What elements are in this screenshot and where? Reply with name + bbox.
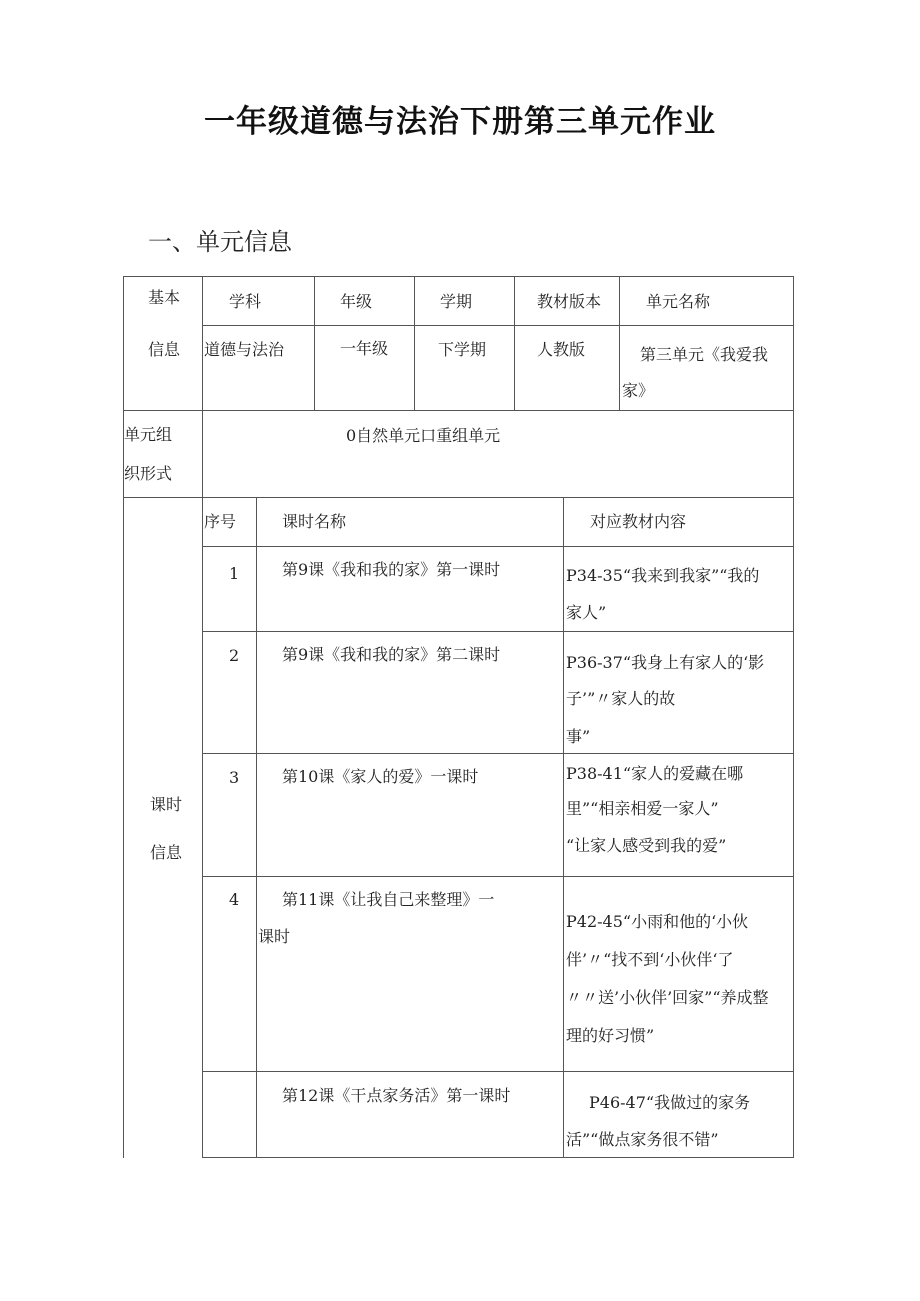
lesson-no: 1: [229, 564, 240, 583]
lesson-header-content: 对应教材内容: [590, 512, 687, 531]
org-label-1: 单元组: [124, 425, 173, 444]
lesson-content-line: 家人”: [566, 603, 607, 622]
lesson-content-line: P42-45“小雨和他的‘小伙: [566, 912, 749, 931]
lesson-name: 第9课《我和我的家》第一课时: [282, 560, 501, 579]
lesson-content-line: “让家人感受到我的爱”: [566, 836, 727, 855]
lesson-content-line: 事”: [566, 727, 591, 746]
org-label-2: 织形式: [124, 464, 173, 483]
basic-info-label-1: 基本: [148, 288, 181, 307]
lesson-name: 第9课《我和我的家》第二课时: [282, 645, 501, 664]
lesson-content-line: 伴’〃“找不到‘小伙伴‘了: [566, 950, 734, 969]
lesson-content-line: P34-35“我来到我家”“我的: [566, 566, 760, 585]
lesson-name: 第10课《家人的爱》一课时: [282, 767, 479, 786]
lesson-content-line: 理的好习惯”: [566, 1026, 655, 1045]
lesson-content-line: P36-37“我身上有家人的‘影: [566, 653, 765, 672]
header-subject: 学科: [229, 292, 262, 311]
lesson-content-line: 里”“相亲相爱一家人”: [566, 799, 719, 818]
lesson-content-line: 活”“做点家务很不错”: [566, 1130, 719, 1149]
lesson-no: 3: [229, 768, 240, 787]
lessons-label-1: 课时: [150, 795, 183, 814]
lesson-content-line: 子’”〃家人的故: [566, 689, 676, 708]
basic-info-label-2: 信息: [148, 340, 181, 359]
lessons-label-2: 信息: [150, 843, 183, 862]
lesson-content-line: P38-41“家人的爱藏在哪: [566, 764, 744, 783]
org-value: 0自然单元口重组单元: [346, 426, 501, 445]
lesson-name: 第12课《干点家务活》第一课时: [282, 1086, 511, 1105]
value-unit-name-1: 第三单元《我爱我: [640, 345, 769, 364]
value-term: 下学期: [438, 340, 487, 359]
lesson-content-line: 〃〃送’小伙伴’回家”“养成整: [566, 988, 769, 1007]
header-term: 学期: [440, 292, 473, 311]
value-unit-name-2: 家》: [622, 381, 655, 400]
header-grade: 年级: [340, 292, 373, 311]
value-grade: 一年级: [340, 339, 389, 358]
page-title: 一年级道德与法治下册第三单元作业: [204, 104, 716, 140]
lesson-header-no: 序号: [204, 512, 237, 531]
value-subject: 道德与法治: [204, 340, 285, 359]
header-edition: 教材版本: [537, 292, 602, 311]
header-unit-name: 单元名称: [646, 292, 711, 311]
lesson-header-name: 课时名称: [282, 512, 347, 531]
lesson-name: 第11课《让我自己来整理》一: [282, 890, 495, 909]
lesson-content-line: P46-47“我做过的家务: [589, 1093, 751, 1112]
lesson-no: 2: [229, 646, 240, 665]
lesson-no: 4: [229, 890, 240, 909]
section-heading: 一、单元信息: [148, 228, 292, 256]
lesson-name-cont: 课时: [258, 927, 291, 946]
value-edition: 人教版: [537, 340, 586, 359]
